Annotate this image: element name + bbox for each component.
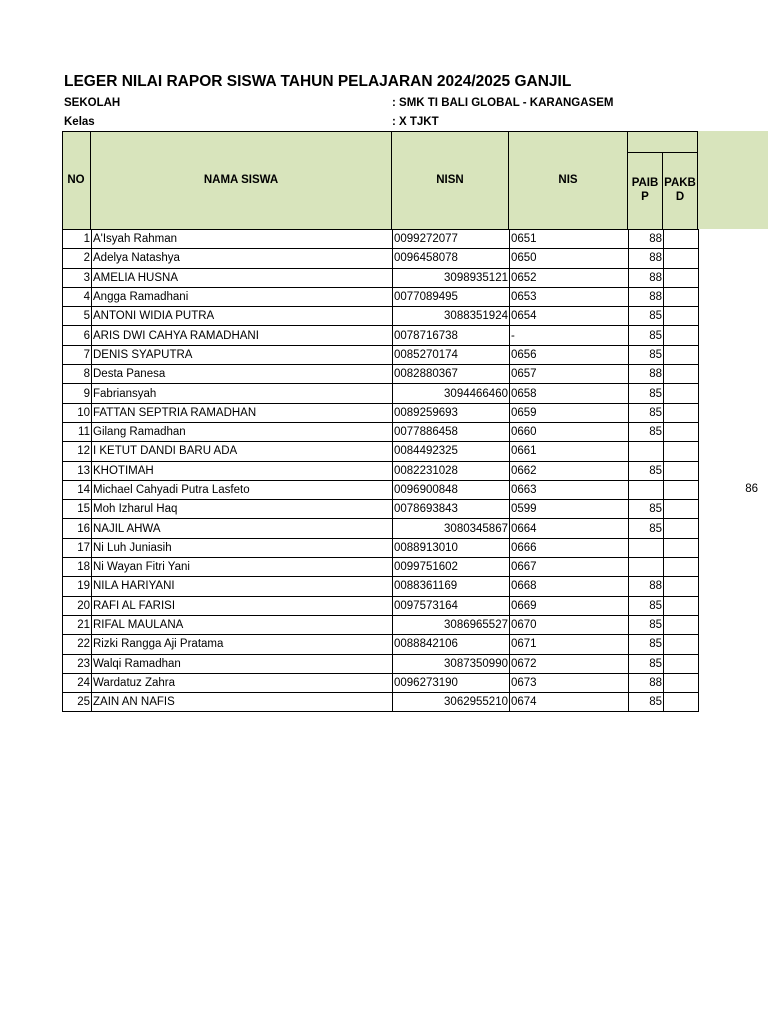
cell-nis: 0673 bbox=[510, 673, 629, 692]
cell-nama-siswa: NILA HARIYANI bbox=[92, 577, 393, 596]
cell-pakbd bbox=[664, 230, 699, 249]
table-row bbox=[63, 442, 699, 461]
cell-pakbd bbox=[664, 577, 699, 596]
cell-paibp: 85 bbox=[629, 635, 664, 654]
cell-nisn: 0077886458 bbox=[393, 422, 510, 441]
table-row bbox=[63, 673, 699, 692]
cell-nis: 0672 bbox=[510, 654, 629, 673]
cell-overflow-value: 86 bbox=[745, 483, 758, 495]
cell-pakbd bbox=[664, 596, 699, 615]
cell-nis: 0663 bbox=[510, 480, 629, 499]
cell-nama-siswa: Angga Ramadhani bbox=[92, 287, 393, 306]
cell-nisn: 0088913010 bbox=[393, 538, 510, 557]
cell-nis: 0657 bbox=[510, 365, 629, 384]
cell-nama-siswa: RAFI AL FARISI bbox=[92, 596, 393, 615]
cell-nama-siswa: ANTONI WIDIA PUTRA bbox=[92, 307, 393, 326]
cell-pakbd bbox=[664, 480, 699, 499]
cell-pakbd bbox=[664, 558, 699, 577]
cell-nis: 0654 bbox=[510, 307, 629, 326]
cell-no: 23 bbox=[63, 654, 92, 673]
cell-nis: 0659 bbox=[510, 403, 629, 422]
cell-pakbd bbox=[664, 500, 699, 519]
cell-pakbd bbox=[664, 403, 699, 422]
page-title: LEGER NILAI RAPOR SISWA TAHUN PELAJARAN 2024/2025 GANJIL bbox=[64, 73, 572, 90]
table-body bbox=[62, 229, 699, 712]
cell-nama-siswa: A'Isyah Rahman bbox=[92, 230, 393, 249]
cell-pakbd bbox=[664, 365, 699, 384]
cell-paibp bbox=[629, 442, 664, 461]
cell-no: 1 bbox=[63, 230, 92, 249]
cell-nisn: 0082880367 bbox=[393, 365, 510, 384]
cell-no: 24 bbox=[63, 673, 92, 692]
table-row bbox=[63, 577, 699, 596]
cell-nis: 0667 bbox=[510, 558, 629, 577]
kelas-value: : X TJKT bbox=[392, 116, 439, 128]
cell-no: 18 bbox=[63, 558, 92, 577]
cell-nis: 0656 bbox=[510, 345, 629, 364]
cell-nama-siswa: Adelya Natashya bbox=[92, 249, 393, 268]
cell-nis: 0666 bbox=[510, 538, 629, 557]
cell-nama-siswa: FATTAN SEPTRIA RAMADHAN bbox=[92, 403, 393, 422]
header-no: NO bbox=[67, 174, 85, 186]
table-row bbox=[63, 422, 699, 441]
cell-nisn: 0097573164 bbox=[393, 596, 510, 615]
cell-no: 5 bbox=[63, 307, 92, 326]
cell-paibp: 85 bbox=[629, 422, 664, 441]
cell-nisn: 0089259693 bbox=[393, 403, 510, 422]
cell-no: 6 bbox=[63, 326, 92, 345]
table-row bbox=[63, 230, 699, 249]
cell-nis: 0661 bbox=[510, 442, 629, 461]
cell-paibp: 88 bbox=[629, 577, 664, 596]
cell-nama-siswa: Ni Wayan Fitri Yani bbox=[92, 558, 393, 577]
cell-nama-siswa: ARIS DWI CAHYA RAMADHANI bbox=[92, 326, 393, 345]
cell-nis: 0668 bbox=[510, 577, 629, 596]
cell-paibp: 85 bbox=[629, 500, 664, 519]
cell-pakbd bbox=[664, 384, 699, 403]
cell-nisn: 3080345867 bbox=[393, 519, 510, 538]
cell-nisn: 3087350990 bbox=[393, 654, 510, 673]
cell-pakbd bbox=[664, 635, 699, 654]
cell-pakbd bbox=[664, 326, 699, 345]
cell-pakbd bbox=[664, 538, 699, 557]
cell-nis: 0650 bbox=[510, 249, 629, 268]
cell-no: 17 bbox=[63, 538, 92, 557]
cell-nisn: 0077089495 bbox=[393, 287, 510, 306]
cell-nama-siswa: DENIS SYAPUTRA bbox=[92, 345, 393, 364]
cell-nis: 0664 bbox=[510, 519, 629, 538]
cell-pakbd bbox=[664, 268, 699, 287]
table-row bbox=[63, 519, 699, 538]
table-row bbox=[63, 654, 699, 673]
cell-nisn: 0084492325 bbox=[393, 442, 510, 461]
cell-nama-siswa: Rizki Rangga Aji Pratama bbox=[92, 635, 393, 654]
cell-nis: 0658 bbox=[510, 384, 629, 403]
table-row bbox=[63, 345, 699, 364]
cell-no: 2 bbox=[63, 249, 92, 268]
cell-nisn: 0096458078 bbox=[393, 249, 510, 268]
cell-nama-siswa: Moh Izharul Haq bbox=[92, 500, 393, 519]
cell-paibp bbox=[629, 538, 664, 557]
cell-no: 20 bbox=[63, 596, 92, 615]
cell-pakbd bbox=[664, 615, 699, 634]
cell-nama-siswa: Gilang Ramadhan bbox=[92, 422, 393, 441]
cell-pakbd bbox=[664, 287, 699, 306]
cell-no: 15 bbox=[63, 500, 92, 519]
cell-nisn: 0096900848 bbox=[393, 480, 510, 499]
table-row bbox=[63, 693, 699, 712]
sekolah-label: SEKOLAH bbox=[64, 97, 121, 109]
cell-nisn: 0085270174 bbox=[393, 345, 510, 364]
cell-paibp: 85 bbox=[629, 345, 664, 364]
cell-paibp: 85 bbox=[629, 403, 664, 422]
cell-nama-siswa: ZAIN AN NAFIS bbox=[92, 693, 393, 712]
table-row bbox=[63, 249, 699, 268]
header-nis: NIS bbox=[558, 174, 578, 186]
cell-nama-siswa: Desta Panesa bbox=[92, 365, 393, 384]
cell-pakbd bbox=[664, 519, 699, 538]
table-row bbox=[63, 287, 699, 306]
cell-nisn: 0099751602 bbox=[393, 558, 510, 577]
cell-pakbd bbox=[664, 461, 699, 480]
table-row bbox=[63, 461, 699, 480]
cell-no: 12 bbox=[63, 442, 92, 461]
table-row bbox=[63, 558, 699, 577]
cell-pakbd bbox=[664, 345, 699, 364]
cell-no: 8 bbox=[63, 365, 92, 384]
cell-nis: 0599 bbox=[510, 500, 629, 519]
cell-nama-siswa: NAJIL AHWA bbox=[92, 519, 393, 538]
cell-nisn: 0078716738 bbox=[393, 326, 510, 345]
cell-pakbd bbox=[664, 673, 699, 692]
cell-pakbd bbox=[664, 249, 699, 268]
cell-paibp: 85 bbox=[629, 326, 664, 345]
cell-nisn: 3088351924 bbox=[393, 307, 510, 326]
sekolah-value: : SMK TI BALI GLOBAL - KARANGASEM bbox=[392, 97, 614, 109]
cell-paibp: 88 bbox=[629, 268, 664, 287]
cell-no: 10 bbox=[63, 403, 92, 422]
table-row bbox=[63, 500, 699, 519]
cell-nisn: 0096273190 bbox=[393, 673, 510, 692]
table-row bbox=[63, 615, 699, 634]
cell-nama-siswa: I KETUT DANDI BARU ADA bbox=[92, 442, 393, 461]
cell-no: 16 bbox=[63, 519, 92, 538]
cell-no: 11 bbox=[63, 422, 92, 441]
cell-no: 21 bbox=[63, 615, 92, 634]
table-row bbox=[63, 480, 699, 499]
table-row bbox=[63, 384, 699, 403]
table-row bbox=[63, 307, 699, 326]
table-row bbox=[63, 538, 699, 557]
cell-nis: 0651 bbox=[510, 230, 629, 249]
cell-nis: 0653 bbox=[510, 287, 629, 306]
cell-no: 19 bbox=[63, 577, 92, 596]
header-fill-extension bbox=[698, 131, 768, 229]
table-row bbox=[63, 403, 699, 422]
cell-pakbd bbox=[664, 307, 699, 326]
cell-pakbd bbox=[664, 693, 699, 712]
cell-no: 22 bbox=[63, 635, 92, 654]
cell-no: 13 bbox=[63, 461, 92, 480]
kelas-label: Kelas bbox=[64, 116, 95, 128]
cell-paibp: 85 bbox=[629, 519, 664, 538]
cell-nama-siswa: AMELIA HUSNA bbox=[92, 268, 393, 287]
cell-paibp: 88 bbox=[629, 673, 664, 692]
cell-paibp: 85 bbox=[629, 461, 664, 480]
cell-paibp: 88 bbox=[629, 365, 664, 384]
cell-nis: 0671 bbox=[510, 635, 629, 654]
cell-no: 14 bbox=[63, 480, 92, 499]
cell-nama-siswa: Ni Luh Juniasih bbox=[92, 538, 393, 557]
table-row bbox=[63, 635, 699, 654]
cell-paibp: 88 bbox=[629, 249, 664, 268]
cell-paibp: 85 bbox=[629, 384, 664, 403]
cell-nisn: 0088842106 bbox=[393, 635, 510, 654]
cell-paibp: 88 bbox=[629, 287, 664, 306]
cell-nama-siswa: Wardatuz Zahra bbox=[92, 673, 393, 692]
cell-nama-siswa: Walqi Ramadhan bbox=[92, 654, 393, 673]
cell-paibp bbox=[629, 558, 664, 577]
table-row bbox=[63, 365, 699, 384]
cell-paibp: 88 bbox=[629, 230, 664, 249]
header-paibp: PAIB P bbox=[631, 177, 659, 203]
cell-no: 7 bbox=[63, 345, 92, 364]
cell-nisn: 0078693843 bbox=[393, 500, 510, 519]
cell-nisn: 0082231028 bbox=[393, 461, 510, 480]
cell-paibp: 85 bbox=[629, 693, 664, 712]
cell-nama-siswa: Michael Cahyadi Putra Lasfeto bbox=[92, 480, 393, 499]
cell-nisn: 3086965527 bbox=[393, 615, 510, 634]
cell-nisn: 3094466460 bbox=[393, 384, 510, 403]
table-row bbox=[63, 596, 699, 615]
header-nama-siswa: NAMA SISWA bbox=[203, 174, 279, 186]
cell-nis: 0652 bbox=[510, 268, 629, 287]
cell-nis: 0674 bbox=[510, 693, 629, 712]
cell-nisn: 3062955210 bbox=[393, 693, 510, 712]
cell-paibp bbox=[629, 480, 664, 499]
header-pakbd: PAKB D bbox=[664, 177, 696, 203]
cell-pakbd bbox=[664, 442, 699, 461]
cell-nama-siswa: KHOTIMAH bbox=[92, 461, 393, 480]
cell-no: 4 bbox=[63, 287, 92, 306]
cell-nis: 0669 bbox=[510, 596, 629, 615]
cell-pakbd bbox=[664, 654, 699, 673]
cell-paibp: 85 bbox=[629, 307, 664, 326]
table-row bbox=[63, 268, 699, 287]
cell-nama-siswa: Fabriansyah bbox=[92, 384, 393, 403]
cell-nisn: 0099272077 bbox=[393, 230, 510, 249]
cell-nis: - bbox=[510, 326, 629, 345]
cell-nis: 0660 bbox=[510, 422, 629, 441]
cell-pakbd bbox=[664, 422, 699, 441]
cell-paibp: 85 bbox=[629, 654, 664, 673]
cell-no: 3 bbox=[63, 268, 92, 287]
cell-paibp: 85 bbox=[629, 596, 664, 615]
cell-nisn: 0088361169 bbox=[393, 577, 510, 596]
cell-nis: 0662 bbox=[510, 461, 629, 480]
cell-no: 9 bbox=[63, 384, 92, 403]
cell-nis: 0670 bbox=[510, 615, 629, 634]
cell-paibp: 85 bbox=[629, 615, 664, 634]
header-nisn: NISN bbox=[436, 174, 464, 186]
cell-nisn: 3098935121 bbox=[393, 268, 510, 287]
cell-no: 25 bbox=[63, 693, 92, 712]
table-row bbox=[63, 326, 699, 345]
cell-nama-siswa: RIFAL MAULANA bbox=[92, 615, 393, 634]
